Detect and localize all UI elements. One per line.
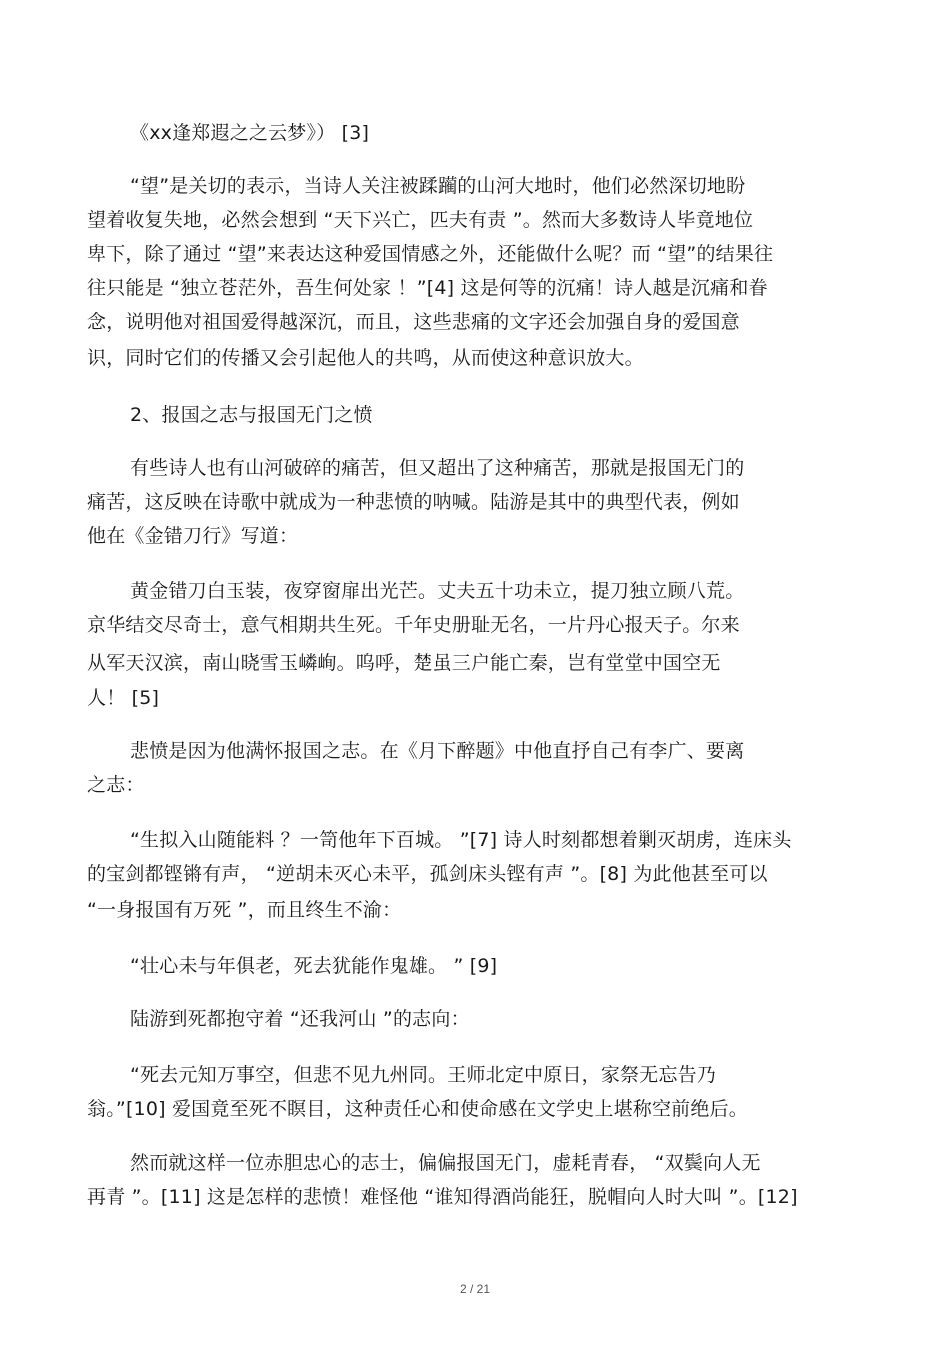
text-line: 陆游到死都抱守着 “还我河山 ”的志向：: [130, 1008, 470, 1030]
poem-line: 从军天汉滨，南山晓雪玉嶙峋。呜呼，楚虽三户能亡秦，岂有堂堂中国空无: [87, 652, 721, 674]
text-line: 有些诗人也有山河破碎的痛苦，但又超出了这种痛苦，那就是报国无门的: [130, 457, 745, 479]
text-line: 再青 ”。[11] 这是怎样的悲愤！难怪他 “谁知得酒尚能狂，脱帽向人时大叫 ”。[12]: [87, 1186, 798, 1208]
text-line: “一身报国有万死 ”，而且终生不渝：: [87, 899, 402, 921]
poem-line: “壮心未与年俱老，死去犹能作鬼雄。 ” [9]: [130, 955, 498, 977]
page-number: 2 / 21: [459, 1282, 491, 1296]
text-line: 的宝剑都铿锵有声， “逆胡未灭心未平，孤剑床头铿有声 ”。[8] 为此他甚至可以: [87, 863, 768, 885]
text-line: 然而就这样一位赤胆忠心的志士，偏偏报国无门，虚耗青春， “双鬓向人无: [130, 1152, 761, 1174]
poem-line: 黄金错刀白玉装，夜穿窗扉出光芒。丈夫五十功未立，提刀独立顾八荒。: [130, 580, 745, 602]
text-line: 之志：: [87, 774, 145, 796]
text-line: 望着收复失地，必然会想到 “天下兴亡，匹夫有责 ”。然而大多数诗人毕竟地位: [87, 209, 754, 231]
text-line: “生拟入山随能料 ？一笥他年下百城。 ”[7] 诗人时刻都想着剿灭胡虏，连床头: [130, 829, 792, 851]
text-line: 《xx逢郑遐之之云梦》） [3]: [130, 122, 370, 144]
poem-line: “死去元知万事空，但悲不见九州同。王师北定中原日，家祭无忘告乃: [130, 1064, 717, 1086]
text-line: 悲愤是因为他满怀报国之志。在《月下醉题》中他直抒自己有李广、要离: [130, 740, 745, 762]
text-line: 翁。”[10] 爱国竟至死不瞑目，这种责任心和使命感在文学史上堪称空前绝后。: [87, 1098, 748, 1120]
text-line: “望”是关切的表示，当诗人关注被蹂躏的山河大地时，他们必然深切地盼: [130, 175, 746, 197]
poem-line: 人！ [5]: [87, 687, 160, 709]
text-line: 识，同时它们的传播又会引起他人的共鸣，从而使这种意识放大。: [87, 347, 644, 369]
section-heading: 2、报国之志与报国无门之愤: [130, 404, 373, 426]
text-line: 卑下，除了通过 “望”来表达这种爱国情感之外，还能做什么呢？而 “望”的结果往: [87, 243, 774, 265]
text-line: 他在《金错刀行》写道：: [87, 525, 299, 547]
text-line: 念，说明他对祖国爱得越深沉，而且，这些悲痛的文字还会加强自身的爱国意: [87, 311, 740, 333]
text-line: 痛苦，这反映在诗歌中就成为一种悲愤的呐喊。陆游是其中的典型代表，例如: [87, 491, 740, 513]
text-line: 往只能是 “独立苍茫外，吾生何处家 ！”[4] 这是何等的沉痛！诗人越是沉痛和眷: [87, 277, 768, 299]
poem-line: 京华结交尽奇士，意气相期共生死。千年史册耻无名，一片丹心报天子。尔来: [87, 614, 740, 636]
